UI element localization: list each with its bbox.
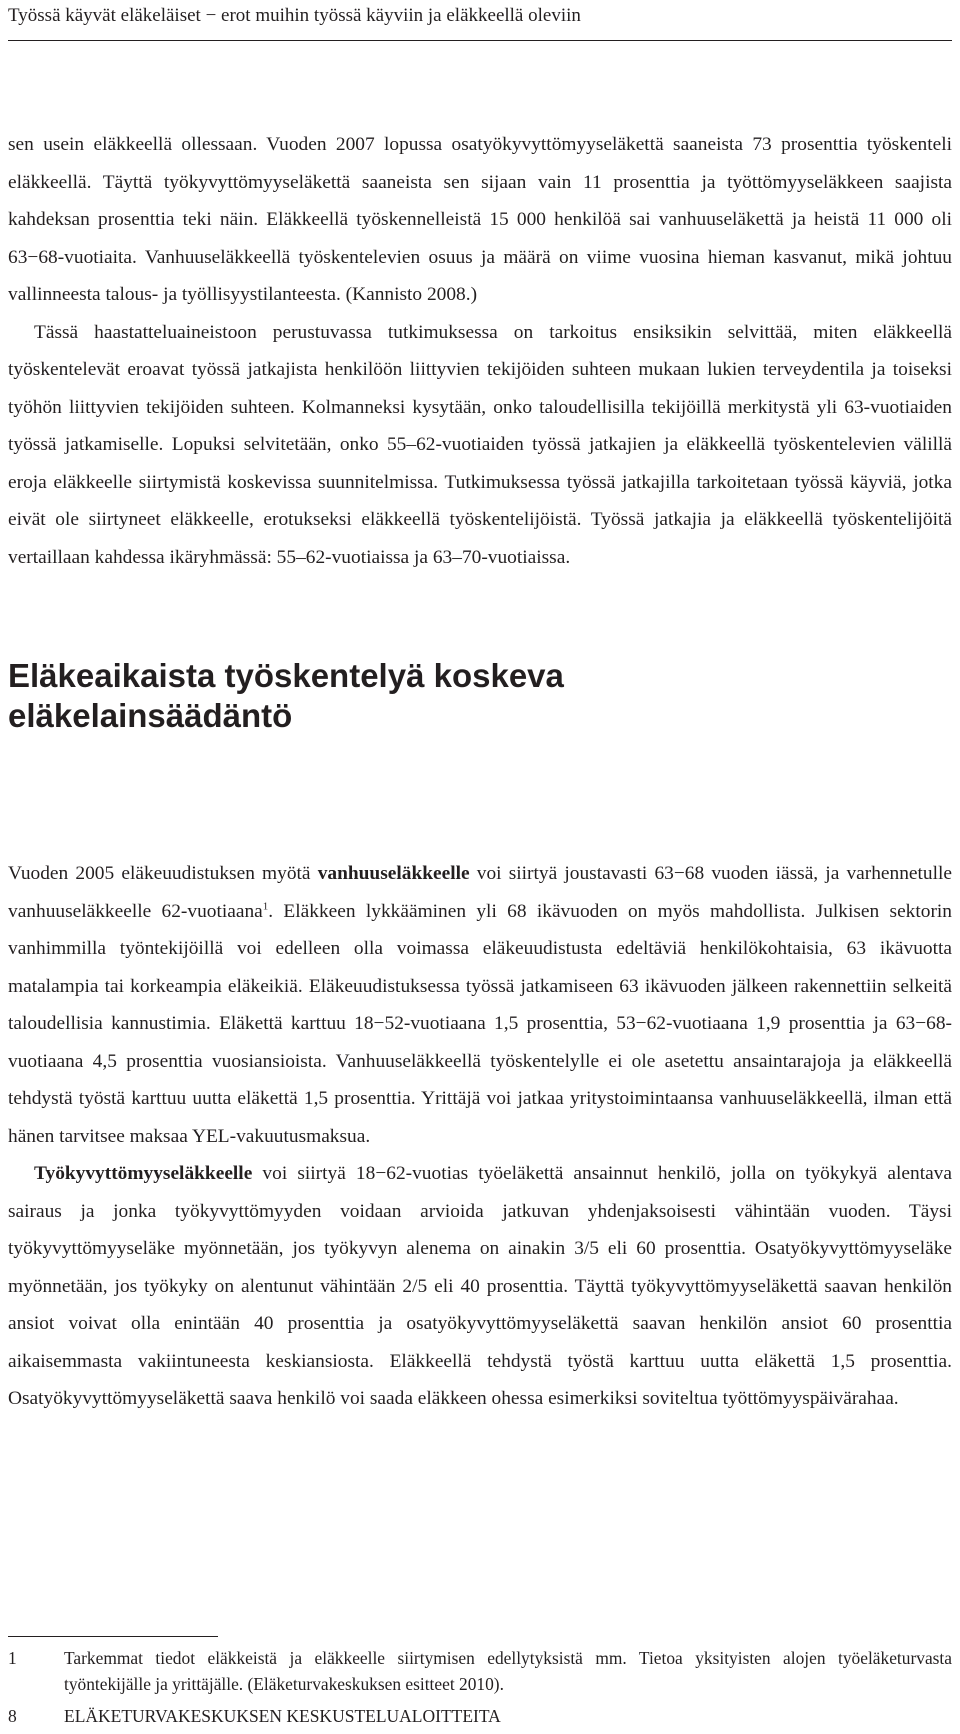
section-heading — [8, 656, 952, 736]
text-run: voi siirtyä joustavasti 63−68 vuoden iässä, ja varhennetulle vanhuuseläkkeelle 62-vuotiaana — [8, 863, 952, 922]
page-footer — [8, 1704, 952, 1728]
footnote-rule — [8, 1636, 218, 1637]
footnote — [8, 1645, 952, 1697]
intro-text — [8, 126, 952, 576]
section-heading-line: eläkelainsäädäntö — [8, 697, 293, 734]
bold-term: vanhuuseläkkeelle — [317, 863, 470, 884]
page-number: 8 — [8, 1706, 17, 1726]
header-rule — [8, 40, 952, 41]
series-title: ELÄKETURVAKESKUKSEN KESKUSTELUALOITTEITA — [64, 1706, 501, 1726]
footnote-ref[interactable]: 1 — [262, 900, 269, 913]
footnote-number: 1 — [8, 1648, 17, 1668]
paragraph-disability-pension — [8, 1155, 952, 1418]
section-heading-line: Eläkeaikaista työskentelyä koskeva — [8, 657, 564, 694]
paragraph: Tässä haastatteluaineistoon perustuvassa tutkimuksessa on tarkoitus ensiksikin selvittää, miten eläkkeellä työskentelevät eroavat työssä jatkajista henkilöön liittyvien tekijöiden suhteen mukaan lukien terveydentila ja toiseksi työhön liittyvien tekijöiden suhteen. Kolmanneksi kysytään, onko taloudellisilla tekijöillä merkitystä yli 63-vuotiaiden työssä jatkamiselle. Lopuksi selvitetään, onko 55–62-vuotiaiden työssä jatkajien ja eläkkeellä työskentelevien välillä eroja eläkkeelle siirtymistä koskevissa suunnitelmissa. Tutkimuksessa työssä jatkajilla tarkoitetaan työssä käyviä, jotka eivät ole siirtyneet eläkkeelle, erotukseksi eläkkeellä työskentelijöistä. Työssä jatkajia ja eläkkeellä työskentelijöitä vertaillaan kahdessa ikäryhmässä: 55–62-vuotiaissa ja 63–70-vuotiaissa. — [8, 321, 952, 568]
paragraph: sen usein eläkkeellä ollessaan. Vuoden 2007 lopussa osatyökyvyttömyyseläkettä saaneista 73 prosenttia työskenteli eläkkeellä. Täyttä työkyvyttömyyseläkettä saaneista sen sijaan vain 11 prosenttia ja työttömyyseläkkeen saajista kahdeksan prosenttia teki näin. Eläkkeellä työskennelleistä 15 000 henkilöä sai vanhuuseläkettä ja heistä 11 000 oli 63−68-vuotiaita. Vanhuuseläkkeellä työskentelevien osuus ja määrä on viime vuosina hieman kasvanut, mikä johtuu vallinneesta talous- ja työllisyystilanteesta. (Kannisto 2008.) — [8, 134, 952, 305]
text-run: Vuoden 2005 eläkeuudistuksen myötä — [8, 863, 318, 884]
text-run: voi siirtyä 18−62-vuotias työeläkettä ansainnut henkilö, jolla on työkykyä alentava sairaus ja jonka työkyvyttömyyden voidaan arvioida jatkuvan yhdenjaksoisesti vähintään vuoden. Täysi työkyvyttömyyseläke myönnetään, jos työkyvyn alenema on ainakin 3/5 eli 60 prosenttia. Osatyökyvyttömyyseläke myönnetään, jos työkyky on alentunut vähintään 2/5 eli 40 prosenttia. Täyttä työkyvyttömyyseläkettä saavan henkilön ansiot voivat olla enintään 40 prosenttia ja osatyökyvyttömyyseläkettä saavan henkilön ansiot 60 prosenttia aikaisemmasta vakiintuneesta keskiansiosta. Eläkkeellä tehdystä työstä karttuu uutta eläkettä 1,5 prosenttia. Osatyökyvyttömyyseläkettä saava henkilö voi saada eläkkeen ohessa esimerkiksi soviteltua työttömyyspäivärahaa. — [8, 1163, 952, 1409]
paragraph-old-age-pension — [8, 855, 952, 1155]
section-text — [8, 855, 952, 1418]
bold-term: Työkyvyttömyyseläkkeelle — [34, 1163, 253, 1184]
footnote-text: Tarkemmat tiedot eläkkeistä ja eläkkeelle siirtymisen edellytyksistä mm. Tietoa yksityisten alojen työeläketurvasta työntekijälle ja yrittäjälle. (Eläketurvakeskuksen esitteet 2010). — [64, 1648, 952, 1694]
text-run: . Eläkkeen lykkääminen yli 68 ikävuoden on myös mahdollista. Julkisen sektorin vanhimmilla työntekijöillä voi edelleen olla voimassa eläkeuudistusta edeltäviä henkilökohtaisia, 63 ikävuotta matalampia tai korkeampia eläkeikiä. Eläkeuudistuksessa työssä jatkamiseen 63 ikävuoden jälkeen rakennettiin selkeitä taloudellisia kannustimia. Eläkettä karttuu 18−52-vuotiaana 1,5 prosenttia, 53−62-vuotiaana 1,9 prosenttia ja 63−68-vuotiaana 4,5 prosenttia vuosiansioista. Vanhuuseläkkeellä työskentelylle ei ole asetettu ansaintarajoja ja eläkkeellä tehdystä työstä karttuu uutta eläkettä 1,5 prosenttia. Yrittäjä voi jatkaa yritystoimintaansa vanhuuseläkkeellä, ilman että hänen tarvitsee maksaa YEL-vakuutusmaksua. — [8, 900, 952, 1147]
running-header: Työssä käyvät eläkeläiset − erot muihin työssä käyviin ja eläkkeellä oleviin — [8, 5, 581, 26]
